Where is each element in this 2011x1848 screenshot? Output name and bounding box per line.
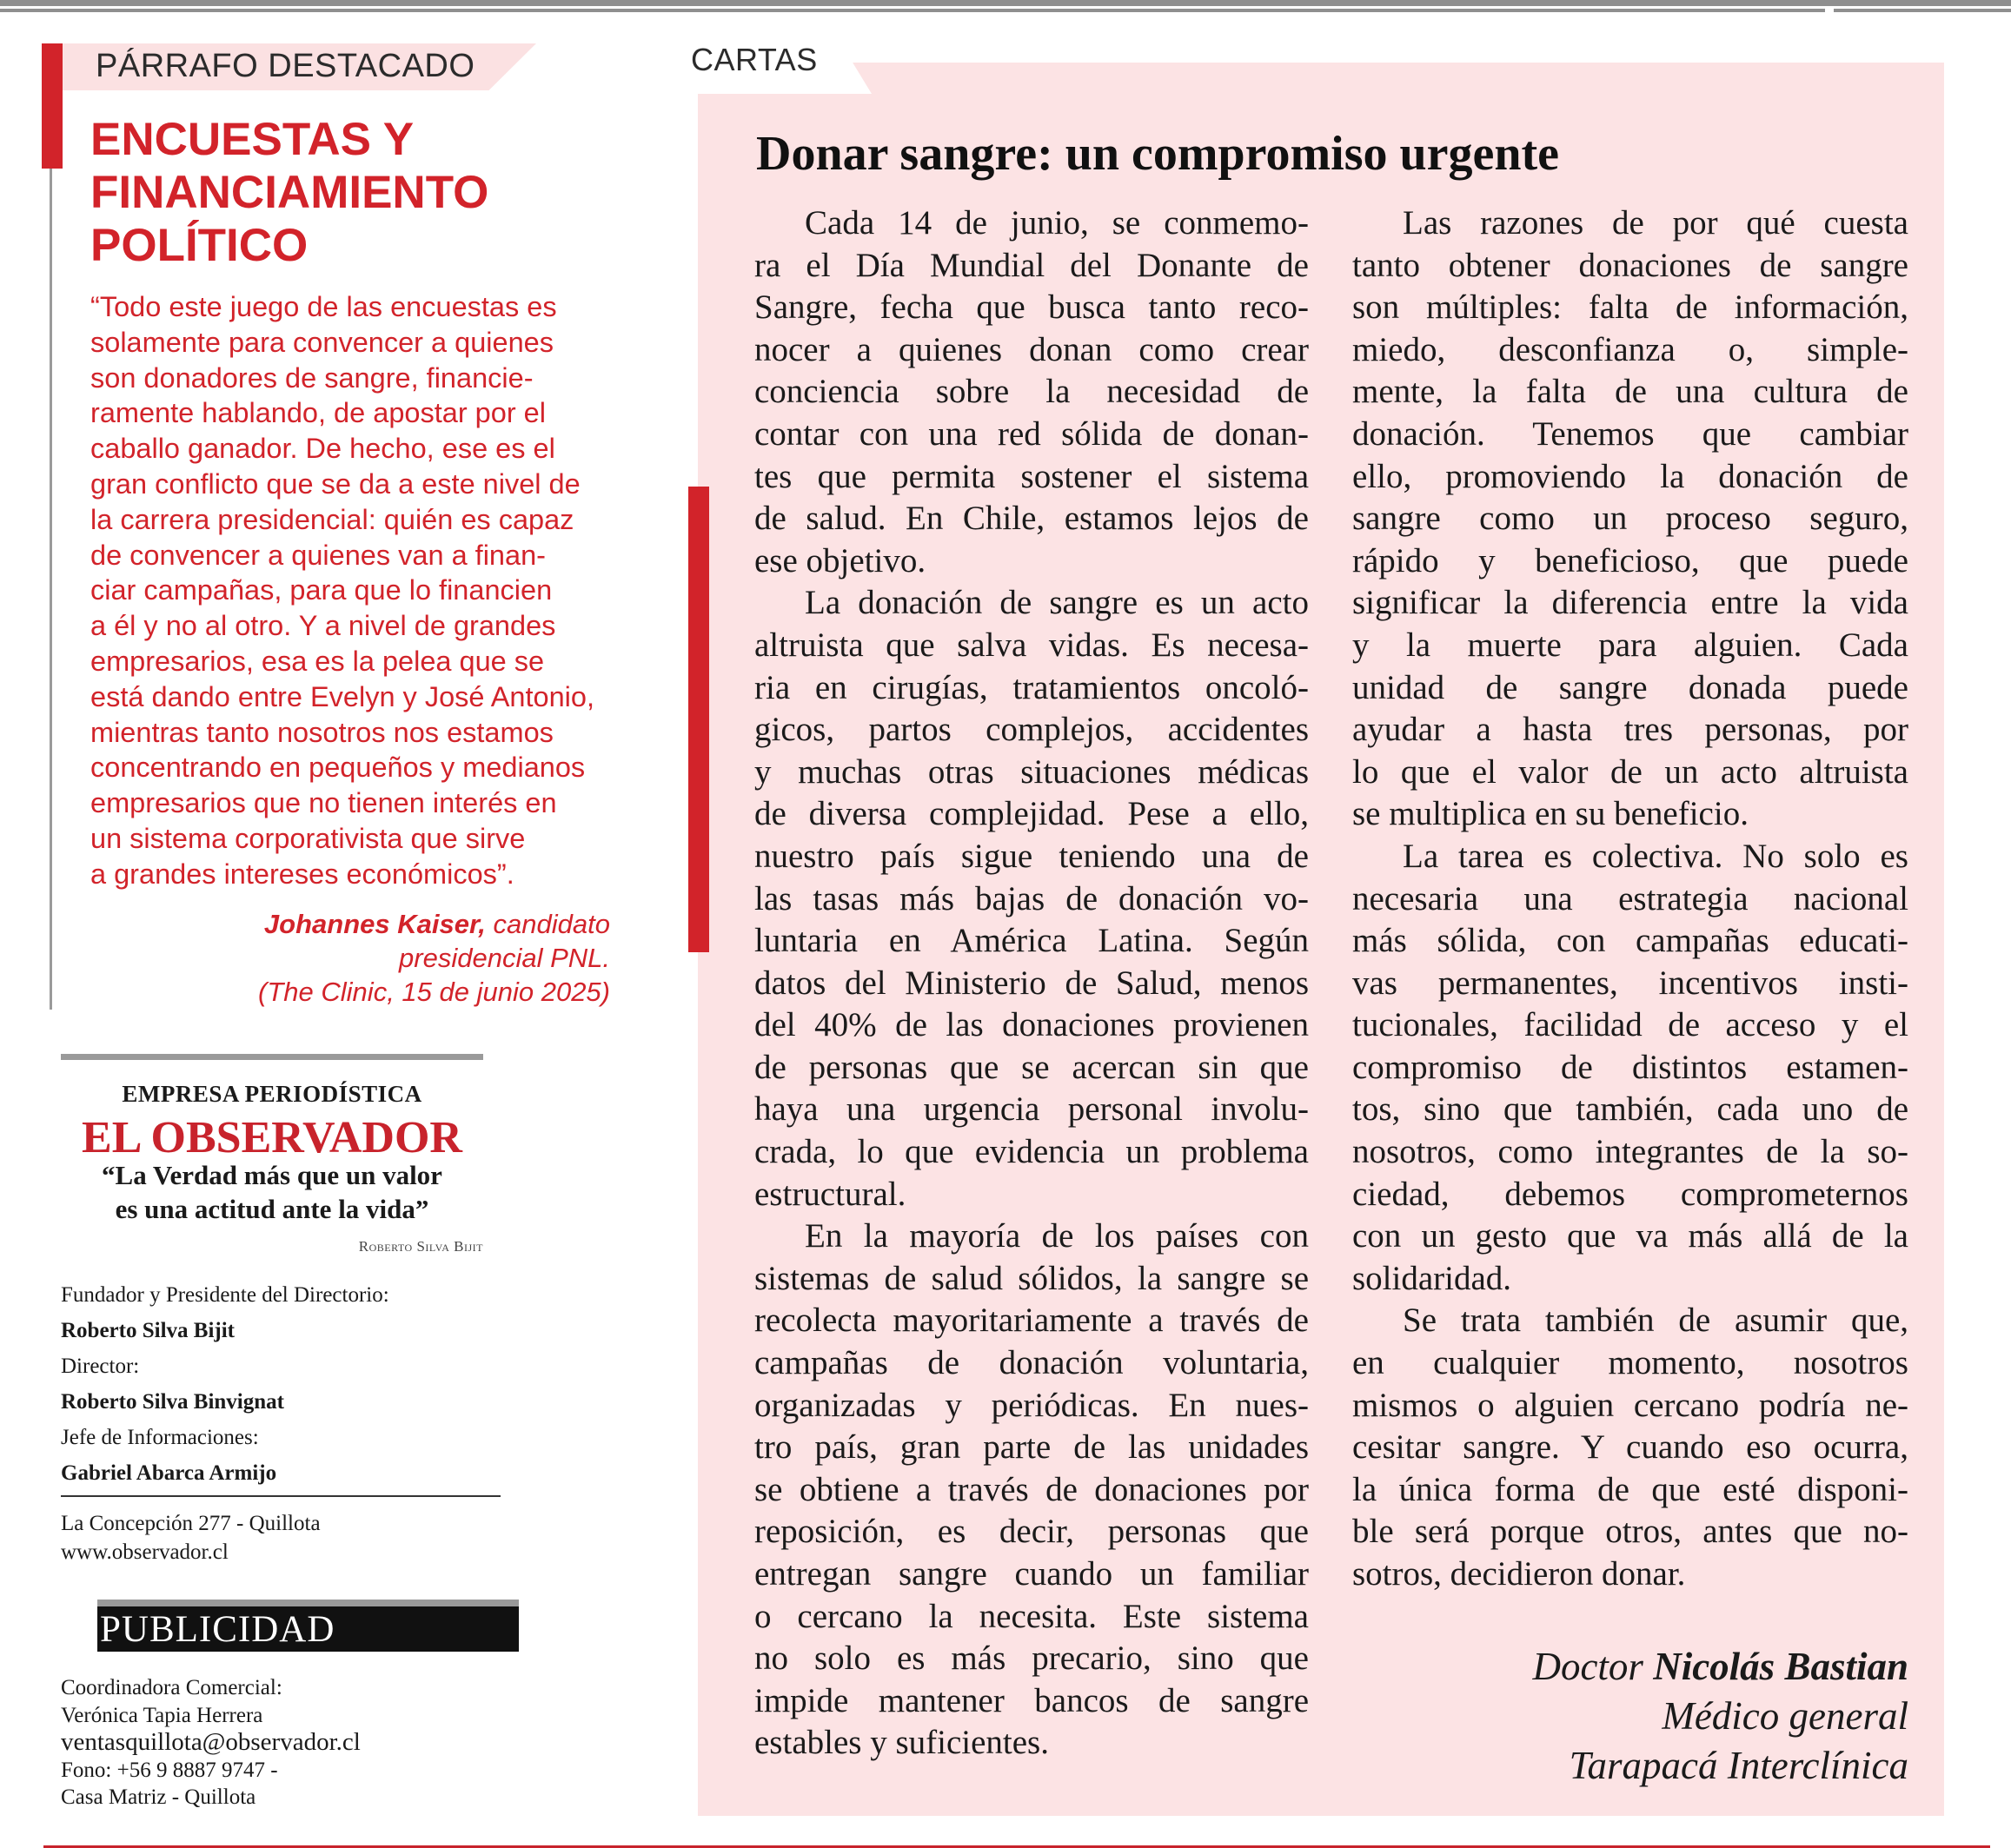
quote-line: gran conflicto que se da a este nivel de	[90, 467, 581, 500]
text-line: de salud. En Chile, estamos lejos de	[754, 500, 1309, 538]
text-line: rápido y beneficioso, que puede	[1352, 541, 1908, 580]
top-rule-secondary-end	[1834, 9, 2011, 12]
text-line: ese objetivo.	[754, 541, 926, 580]
highlight-accent-bar	[42, 43, 63, 169]
masthead-rule	[61, 1054, 483, 1060]
text-line: de personas que se acercan sin que	[754, 1048, 1309, 1086]
text-line: Se trata también de asumir que,	[1403, 1302, 1908, 1340]
quote-line: la carrera presidencial: quién es capaz	[90, 503, 574, 535]
text-line: nuestro país sigue teniendo una de	[754, 837, 1309, 875]
text-line: donación. Tenemos que cambiar	[1352, 414, 1908, 453]
address-block	[61, 1509, 513, 1566]
text-line: altruista que salva vidas. Es necesa-	[754, 626, 1309, 664]
text-line: Sangre, fecha que busca tanto reco-	[754, 288, 1309, 327]
staff-name: Roberto Silva Binvignat	[61, 1390, 284, 1414]
quote-author-role: candidato	[493, 909, 610, 939]
quote-line: son donadores de sangre, financie-	[90, 361, 534, 394]
text-line: nosotros, como integrantes de la so-	[1352, 1133, 1908, 1171]
text-line: tos, sino que también, cada uno de	[1352, 1090, 1908, 1129]
letters-section-label: CARTAS	[691, 42, 818, 77]
text-line: impide mantener bancos de sangre	[754, 1681, 1309, 1719]
text-line: mismos o alguien cercano podría ne-	[1352, 1386, 1908, 1424]
highlight-quote	[90, 289, 629, 892]
text-line: más sólida, con campañas educati-	[1352, 922, 1908, 960]
text-line: necesaria una estrategia nacional	[1352, 879, 1908, 917]
address-street: La Concepción 277 - Quillota	[61, 1512, 321, 1535]
text-line: En la mayoría de los países con	[805, 1217, 1309, 1255]
text-line: contar con una red sólida de donan-	[754, 414, 1309, 453]
coordinator-name: Verónica Tapia Herrera	[61, 1703, 263, 1727]
contact-email[interactable]: ventasquillota@observador.cl	[61, 1728, 361, 1756]
staff-divider	[61, 1495, 501, 1497]
contact-phone: Fono: +56 9 8887 9747 -	[61, 1758, 278, 1782]
letter-column-2	[1352, 202, 1908, 1596]
signature-role: Médico general	[1662, 1694, 1908, 1738]
text-line: luntaria en América Latina. Según	[754, 922, 1309, 960]
quote-line: de convencer a quienes van a finan-	[90, 539, 546, 571]
text-line: ayudar a hasta tres personas, por	[1352, 711, 1908, 749]
staff-name: Roberto Silva Bijit	[61, 1319, 235, 1342]
text-line: compromiso de distintos estamen-	[1352, 1048, 1908, 1086]
quote-line: empresarios que no tienen interés en	[90, 787, 557, 819]
quote-line: mientras tanto nosotros nos estamos	[90, 716, 554, 748]
text-line: ble será porque otros, antes que no-	[1352, 1513, 1908, 1551]
advertising-label: PUBLICIDAD	[100, 1609, 335, 1650]
letter-column-1	[754, 202, 1309, 1765]
text-line: gicos, partos complejos, accidentes	[754, 711, 1309, 749]
motto-line: es una actitud ante la vida”	[115, 1194, 429, 1224]
text-line: sotros, decidieron donar.	[1352, 1555, 1686, 1593]
text-line: ciedad, debemos comprometernos	[1352, 1175, 1908, 1213]
quote-line: un sistema corporativista que sirve	[90, 822, 526, 854]
masthead-company: EMPRESA PERIODÍSTICA	[122, 1081, 422, 1107]
text-line: organizadas y periódicas. En nues-	[754, 1386, 1309, 1424]
text-line: vas permanentes, incentivos insti-	[1352, 964, 1908, 1002]
text-line: del 40% de las donaciones provienen	[754, 1006, 1309, 1044]
text-line: datos del Ministerio de Salud, menos	[754, 964, 1309, 1002]
text-line: significar la diferencia entre la vida	[1352, 584, 1908, 622]
text-line: estables y suficientes.	[754, 1724, 1049, 1762]
signature-name: Nicolás Bastian	[1653, 1645, 1908, 1688]
text-line: reposición, es decir, personas que	[754, 1513, 1309, 1551]
text-line: cesitar sangre. Y cuando eso ocurra,	[1352, 1428, 1908, 1467]
masthead-motto	[61, 1158, 483, 1226]
text-line: y muchas otras situaciones médicas	[754, 752, 1309, 791]
text-line: las tasas más bajas de donación vo-	[754, 879, 1309, 917]
advertising-contact	[61, 1674, 530, 1812]
headline-line: FINANCIAMIENTO	[90, 167, 489, 218]
text-line: tucionales, facilidad de acceso y el	[1352, 1006, 1908, 1044]
quote-line: ramente hablando, de apostar por el	[90, 397, 546, 429]
headquarters: Casa Matriz - Quillota	[61, 1785, 256, 1809]
quote-source: (The Clinic, 15 de junio 2025)	[258, 977, 610, 1007]
letter-signature	[1352, 1642, 1908, 1791]
quote-line: a él y no al otro. Y a nivel de grandes	[90, 610, 556, 642]
text-line: la única forma de que esté disponi-	[1352, 1470, 1908, 1508]
headline-line: POLÍTICO	[90, 220, 309, 271]
text-line: tanto obtener donaciones de sangre	[1352, 246, 1908, 284]
advertising-bar-shadow	[97, 1600, 519, 1606]
text-line: no solo es más precario, sino que	[754, 1639, 1309, 1678]
text-line: ello, promoviendo la donación de	[1352, 457, 1908, 495]
text-line: o cercano la necesita. Este sistema	[754, 1597, 1309, 1635]
text-line: entregan sangre cuando un familiar	[754, 1555, 1309, 1593]
text-line: La tarea es colectiva. No solo es	[1403, 837, 1908, 875]
motto-line: “La Verdad más que un valor	[102, 1160, 442, 1190]
signature-organization: Tarapacá Interclínica	[1569, 1744, 1908, 1787]
quote-line: solamente para convencer a quienes	[90, 326, 554, 358]
text-line: sistemas de salud sólidos, la sangre se	[754, 1259, 1309, 1297]
quote-line: está dando entre Evelyn y José Antonio,	[90, 680, 594, 712]
quote-line: ciar campañas, para que lo financien	[90, 574, 553, 606]
top-rule	[0, 0, 2011, 6]
quote-attribution	[174, 907, 610, 1009]
text-line: se obtiene a través de donaciones por	[754, 1470, 1309, 1508]
highlight-side-rule	[50, 169, 52, 1010]
quote-author-name: Johannes Kaiser,	[263, 909, 486, 939]
quote-line: caballo ganador. De hecho, ese es el	[90, 433, 555, 465]
text-line: en cualquier momento, nosotros	[1352, 1344, 1908, 1382]
text-line: campañas de donación voluntaria,	[754, 1344, 1309, 1382]
text-line: conciencia sobre la necesidad de	[754, 373, 1309, 411]
headline-line: ENCUESTAS Y	[90, 114, 415, 165]
text-line: sangre como un proceso seguro,	[1352, 500, 1908, 538]
text-line: de diversa complejidad. Pese a ello,	[754, 795, 1309, 833]
staff-name: Gabriel Abarca Armijo	[61, 1461, 277, 1485]
text-line: miedo, desconfianza o, simple-	[1352, 330, 1908, 368]
text-line: tro país, gran parte de las unidades	[754, 1428, 1309, 1467]
text-line: unidad de sangre donada puede	[1352, 668, 1908, 706]
quote-line: a grandes intereses económicos”.	[90, 858, 514, 890]
quote-author-role-cont: presidencial PNL.	[399, 943, 610, 973]
text-line: solidaridad.	[1352, 1259, 1512, 1297]
masthead-logo: EL OBSERVADOR	[82, 1113, 462, 1162]
top-rule-secondary	[0, 9, 1825, 12]
motto-signature: Roberto Silva Bijit	[358, 1238, 483, 1255]
text-line: con un gesto que va más allá de la	[1352, 1217, 1908, 1255]
staff-role: Jefe de Informaciones:	[61, 1426, 259, 1449]
quote-line: empresarios, esa es la pelea que se	[90, 645, 545, 677]
text-line: Cada 14 de junio, se conmemo-	[805, 204, 1309, 242]
text-line: La donación de sangre es un acto	[805, 584, 1309, 622]
coordinator-label: Coordinadora Comercial:	[61, 1676, 282, 1699]
text-line: ria en cirugías, tratamientos oncoló-	[754, 668, 1309, 706]
quote-line: concentrando en pequeños y medianos	[90, 752, 586, 784]
highlight-headline	[90, 113, 612, 272]
text-line: recolecta mayoritariamente a través de	[754, 1302, 1309, 1340]
text-line: se multiplica en su beneficio.	[1352, 795, 1749, 833]
signature-title: Doctor	[1532, 1645, 1643, 1688]
text-line: lo que el valor de un acto altruista	[1352, 752, 1908, 791]
text-line: y la muerte para alguien. Cada	[1352, 626, 1908, 664]
letter-accent-bar	[688, 487, 709, 952]
text-line: nocer a quienes donan como crear	[754, 330, 1309, 368]
letter-title: Donar sangre: un compromiso urgente	[756, 127, 1559, 181]
staff-role: Fundador y Presidente del Directorio:	[61, 1283, 389, 1307]
address-website[interactable]: www.observador.cl	[61, 1540, 229, 1564]
text-line: ra el Día Mundial del Donante de	[754, 246, 1309, 284]
text-line: crada, lo que evidencia un problema	[754, 1133, 1309, 1171]
text-line: tes que permita sostener el sistema	[754, 457, 1309, 495]
text-line: estructural.	[754, 1175, 906, 1213]
quote-line: “Todo este juego de las encuestas es	[90, 291, 557, 322]
staff-list	[61, 1277, 513, 1491]
text-line: mente, la falta de una cultura de	[1352, 373, 1908, 411]
text-line: son múltiples: falta de información,	[1352, 288, 1908, 327]
highlight-section-label: PÁRRAFO DESTACADO	[96, 48, 475, 84]
text-line: Las razones de por qué cuesta	[1403, 204, 1908, 242]
staff-role: Director:	[61, 1355, 140, 1378]
text-line: haya una urgencia personal involu-	[754, 1090, 1309, 1129]
